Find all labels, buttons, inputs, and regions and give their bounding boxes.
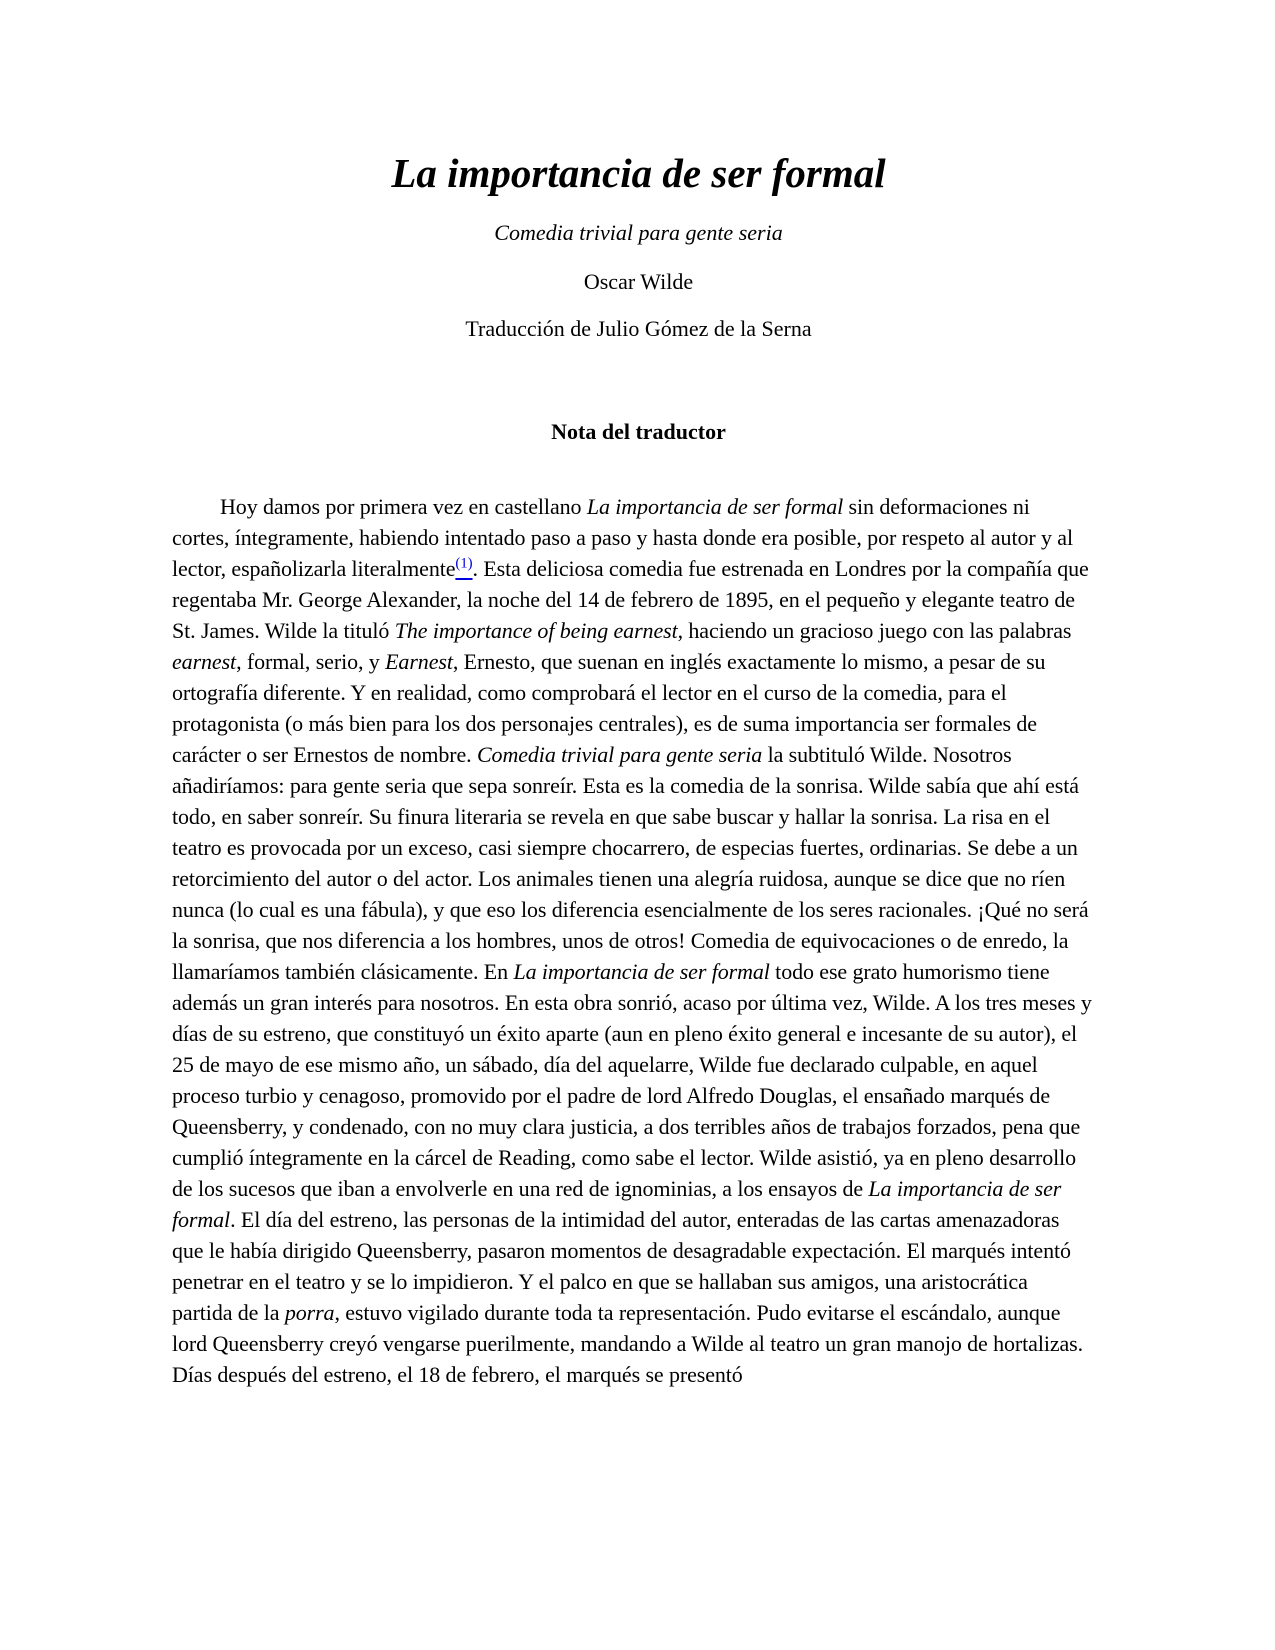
text-segment: . El día del estreno, las personas de la intimidad del autor, enteradas de las cartas amenazadoras que le había dirigido Queensberry, pasaron momentos de desagradable expectación. El marqués intentó penetrar en el teatro y se lo impidieron. Y el palco en que se hallaban sus amigos, una aristocrática partida de la bbox=[172, 1206, 1071, 1325]
section-heading: Nota del traductor bbox=[551, 418, 726, 444]
text-segment: The importance of being earnest bbox=[394, 617, 678, 643]
author-line: Oscar Wilde bbox=[583, 268, 694, 294]
text-segment: La importancia de ser formal bbox=[172, 1175, 1062, 1232]
text-segment: La importancia de ser formal bbox=[513, 958, 770, 984]
text-segment: earnest bbox=[172, 648, 237, 674]
text-segment: Hoy damos por primera vez en castellano bbox=[220, 493, 587, 519]
text-segment: , haciendo un gracioso juego con las palabras bbox=[677, 617, 1072, 643]
text-segment: , formal, serio, y bbox=[236, 648, 386, 674]
text-segment: sin deformaciones ni cortes, íntegramente, habiendo intentado paso a paso y hasta donde era posible, por respeto al autor y al lector, españolizarla literalmente bbox=[172, 493, 1073, 581]
text-segment: todo ese grato humorismo tiene además un gran interés para nosotros. En esta obra sonrió, acaso por última vez, Wilde. A los tres meses y días de su estreno, que constituyó un éxito aparte (aun en pleno éxito general e incesante de su autor), el 25 de mayo de ese mismo año, un sábado, día del aquelarre, Wilde fue declarado culpable, en aquel proceso turbio y cenagoso, promovido por el padre de lord Alfredo Douglas, el ensañado marqués de Queensberry, y condenado, con no muy clara justicia, a dos terribles años de trabajos forzados, pena que cumplió íntegramente en la cárcel de Reading, como sabe el lector. Wilde asistió, ya en pleno desarrollo de los sucesos que iban a envolverle en una red de ignominias, a los ensayos de bbox=[172, 958, 1092, 1201]
text-segment: Earnest bbox=[385, 648, 453, 674]
document-subtitle: Comedia trivial para gente seria bbox=[494, 220, 783, 246]
translator-note-paragraph bbox=[172, 491, 1092, 1390]
text-segment: . Esta deliciosa comedia fue estrenada en Londres por la compañía que regentaba Mr. George Alexander, la noche del 14 de febrero de 1895, en el pequeño y elegante teatro de St. James. Wilde la tituló bbox=[172, 555, 1089, 643]
text-segment: , Ernesto, que suenan en inglés exactamente lo mismo, a pesar de su ortografía diferente. Y en realidad, como comprobará el lector en el curso de la comedia, para el protagonista (o más bien para los dos personajes centrales), es de suma importancia ser formales de carácter o ser Ernestos de nombre. bbox=[172, 648, 1046, 767]
footnote-1-marker: (1) bbox=[455, 555, 473, 572]
translator-line: Traducción de Julio Gómez de la Serna bbox=[465, 316, 812, 342]
text-segment: la subtituló Wilde. Nosotros añadiríamos: para gente seria que sepa sonreír. Esta es la comedia de la sonrisa. Wilde sabía que ahí está todo, en saber sonreír. Su finura literaria se revela en que sabe buscar y hallar la sonrisa. La risa en el teatro es provocada por un exceso, casi siempre chocarrero, de especias fuertes, ordinarias. Se debe a un retorcimiento del autor o del actor. Los animales tienen una alegría ruidosa, aunque se dice que no ríen nunca (lo cual es una fábula), y que eso los diferencia esencialmente de los seres racionales. ¡Qué no será la sonrisa, que nos diferencia a los hombres, unos de otros! Comedia de equivocaciones o de enredo, la llamaríamos también clásicamente. En bbox=[172, 741, 1089, 984]
text-segment: , estuvo vigilado durante toda ta representación. Pudo evitarse el escándalo, aunque lord Queensberry creyó vengarse puerilmente, mandando a Wilde al teatro un gran manojo de hortalizas. Días después del estreno, el 18 de febrero, el marqués se presentó bbox=[172, 1299, 1084, 1387]
text-segment: Comedia trivial para gente seria bbox=[476, 741, 763, 767]
document-title: La importancia de ser formal bbox=[391, 150, 886, 196]
footnote-1-link[interactable] bbox=[455, 556, 472, 581]
text-segment: porra bbox=[284, 1299, 335, 1325]
text-segment: La importancia de ser formal bbox=[586, 493, 844, 519]
